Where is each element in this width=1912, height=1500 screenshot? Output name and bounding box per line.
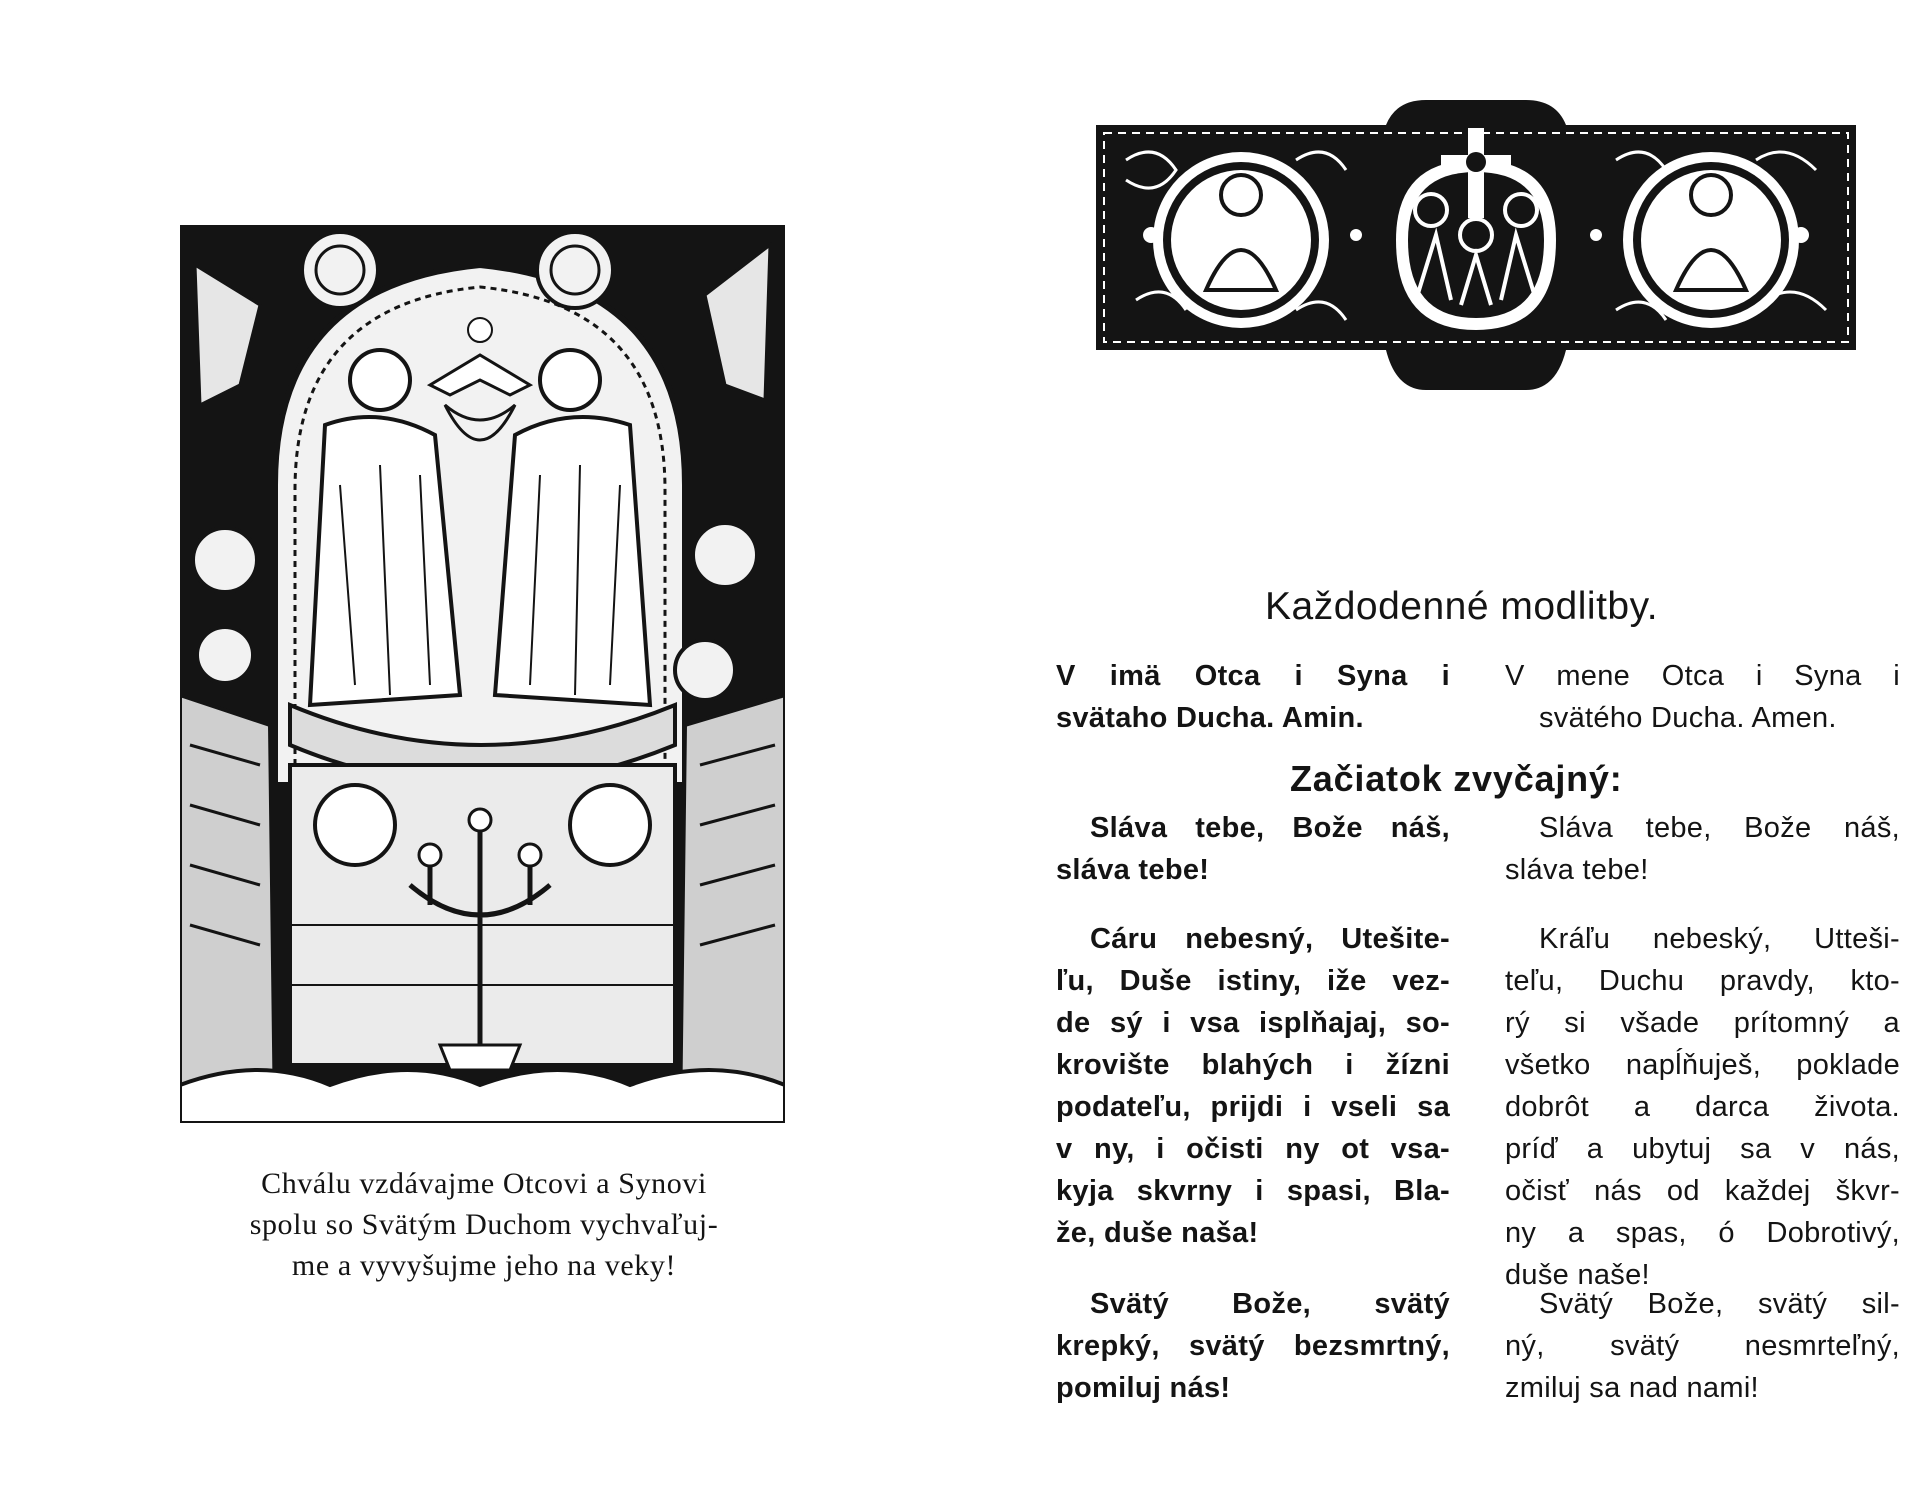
text-line: Svätý Bože, svätý	[1090, 1288, 1450, 1320]
section-title: Začiatok zvyčajný:	[1290, 758, 1623, 799]
page-title: Každodenné modlitby.	[1265, 585, 1659, 628]
text-line: rý si všade prítomný a	[1505, 1007, 1900, 1039]
text-line: ný, svätý nesmrteľný,	[1505, 1330, 1900, 1362]
right-page	[1000, 0, 1912, 1500]
heavenly-king-old-slavonic	[1056, 918, 1450, 1254]
text-line: sláva tebe!	[1056, 854, 1210, 886]
text-line: pomiluj nás!	[1056, 1372, 1231, 1404]
text-line: Svätý Bože, svätý sil-	[1539, 1288, 1900, 1320]
text-line: príď a ubytuj sa v nás,	[1505, 1133, 1900, 1165]
text-line: všetko napĺňuješ, poklade	[1505, 1049, 1900, 1081]
text-line: V mene Otca i Syna i	[1505, 660, 1900, 692]
glory-old-slavonic	[1056, 807, 1450, 891]
text-line: že, duše naša!	[1056, 1217, 1259, 1249]
caption-line: Chválu vzdávajme Otcovi a Synovi	[261, 1167, 707, 1200]
text-line: duše naše!	[1505, 1259, 1650, 1291]
text-line: dobrôt a darca života.	[1505, 1091, 1900, 1123]
text-line: svätého Ducha. Amen.	[1539, 702, 1837, 734]
text-line: podateľu, prijdi i vseli sa	[1056, 1091, 1450, 1123]
caption-line: spolu so Svätým Duchom vychvaľuj-	[249, 1208, 719, 1241]
text-line: očisť nás od každej škvr-	[1505, 1175, 1900, 1207]
text-line: sláva tebe!	[1505, 854, 1649, 886]
glory-slovak	[1505, 807, 1900, 891]
text-line: V imä Otca i Syna i	[1056, 660, 1450, 692]
text-line: v ny, i očisti ny ot vsa-	[1056, 1133, 1450, 1165]
text-line: Sláva tebe, Bože náš,	[1090, 812, 1450, 844]
ornamental-headpiece-icon	[1096, 100, 1856, 390]
text-line: Kráľu nebeský, Utteši-	[1539, 923, 1900, 955]
text-line: Sláva tebe, Bože náš,	[1539, 812, 1900, 844]
text-line: ny a spas, ó Dobrotivý,	[1505, 1217, 1900, 1249]
holy-trinity-engraving-icon	[180, 225, 785, 1123]
text-line: Cáru nebesný, Utešite-	[1090, 923, 1450, 955]
text-line: ľu, Duše istiny, iže vez-	[1056, 965, 1450, 997]
illustration-caption	[175, 1163, 793, 1286]
text-line: krepký, svätý bezsmrtný,	[1056, 1330, 1450, 1362]
holy-god-slovak	[1505, 1283, 1900, 1409]
caption-line: me a vyvyšujme jeho na veky!	[291, 1249, 677, 1282]
heavenly-king-slovak	[1505, 918, 1900, 1296]
text-line: de sý i vsa isplňajaj, so-	[1056, 1007, 1450, 1039]
text-line: zmiluj sa nad nami!	[1505, 1372, 1759, 1404]
invocation-slovak	[1505, 655, 1900, 739]
invocation-old-slavonic	[1056, 655, 1450, 739]
text-line: kyja skvrny i spasi, Bla-	[1056, 1175, 1450, 1207]
text-line: svätaho Ducha. Amin.	[1056, 702, 1364, 734]
holy-god-old-slavonic	[1056, 1283, 1450, 1409]
text-line: krovište blahých i žízni	[1056, 1049, 1450, 1081]
text-line: teľu, Duchu pravdy, kto-	[1505, 965, 1900, 997]
